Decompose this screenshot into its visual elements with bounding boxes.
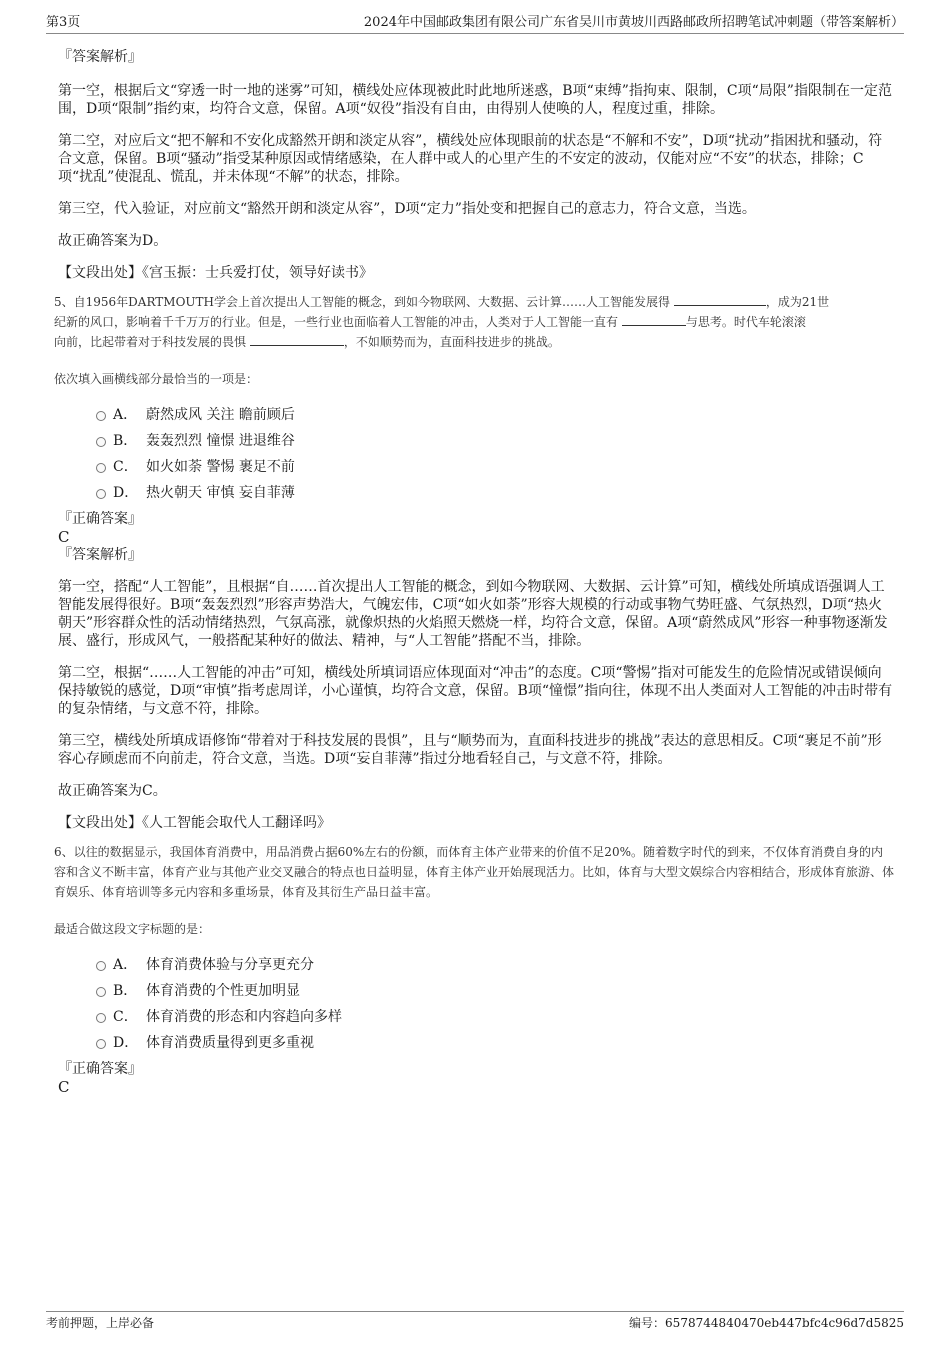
option-key: C． [113,1009,138,1025]
q5-blank-3 [250,333,344,346]
footer-slogan: 考前押题，上岸必备 [46,1316,155,1330]
page-footer [46,1311,904,1334]
q5-option-c[interactable] [58,454,894,480]
option-text: 轰轰烈烈 憧憬 进退维谷 [146,433,295,449]
q6-stem: 6、以往的数据显示，我国体育消费中，用品消费占据60%左右的份额，而体育主体产业带来的价值不足20%。随着数字时代的到来，不仅体育消费自身的内容和含义不断丰富，体育产业与其他产业交叉融合的特点也日益明显，体育主体产业开始展现活力。比如，体育与大型文娱综合内容相结合，形成体育旅游、体育娱乐、体育培训等多元内容和多重场景，体育及其衍生产品日益丰富。 [54,845,895,899]
q6-option-a[interactable] [58,952,894,978]
radio-icon[interactable] [96,1039,106,1049]
document-title: 2024年中国邮政集团有限公司广东省吴川市黄坡川西路邮政所招聘笔试冲刺题（带答案解析） [363,15,904,30]
q5-option-d[interactable] [58,480,894,506]
radio-icon[interactable] [96,489,106,499]
q5-source: 【文段出处】《人工智能会取代人工翻译吗》 [58,815,331,831]
option-text: 体育消费体验与分享更充分 [146,957,314,973]
q5-stem-part5: 向前，比起带着对于科技发展的畏惧 [54,335,247,349]
q5-analysis-p3: 第三空，横线处所填成语修饰“带着对于科技发展的畏惧”，且与“顺势而为，直面科技进步的挑战”表达的意思相反。C项“裹足不前”形容心存顾虑而不向前走，符合文意，当选。D项“妄自菲薄”指过分地看轻自己，与文意不符，排除。 [58,733,882,767]
option-key: C． [113,459,138,475]
page-number: 第3页 [46,15,81,30]
q5-blank-1 [674,293,766,306]
q4-analysis-p2: 第二空，对应后文“把不解和不安化成豁然开朗和淡定从容”，横线处应体现眼前的状态是“不解和不安”，D项“扰动”指困扰和骚动，符合文意，保留。B项“骚动”指受某种原因或情绪感染，在人群中或人的心里产生的不安定的波动，仅能对应“不安”的状态，排除；C项“扰乱”使混乱、慌乱，并未体现“不解”的状态，排除。 [58,133,883,185]
q5-stem-part4: 与思考。时代车轮滚滚 [685,315,806,329]
q4-analysis-p1: 第一空，根据后文“穿透一时一地的迷雾”可知，横线处应体现被此时此地所迷惑，B项“束缚”指拘束、限制，C项“局限”指限制在一定范围，D项“限制”指约束，均符合文意，保留。A项“奴役”指没有自由，由得别人使唤的人，程度过重，排除。 [58,83,892,117]
radio-icon[interactable] [96,463,106,473]
q5-stem-part6: ，不如顺势而为，直面科技进步的挑战。 [343,335,560,349]
q4-analysis-label: 『答案解析』 [58,49,142,65]
option-text: 体育消费的形态和内容趋向多样 [146,1009,342,1025]
radio-icon[interactable] [96,411,106,421]
q6-ask: 最适合做这段文字标题的是： [54,922,211,936]
q5-stem [54,292,894,352]
q5-stem-part2: ，成为21世 [765,295,830,309]
option-key: D． [113,485,139,501]
option-key: A． [113,407,138,423]
option-key: B． [113,433,138,449]
option-text: 如火如荼 警惕 裹足不前 [146,459,295,475]
q4-answer-line: 故正确答案为D。 [58,233,168,249]
q5-stem-part3: 纪新的风口，影响着千千万万的行业。但是，一些行业也面临着人工智能的冲击，人类对于人工智能一直有 [54,315,619,329]
option-text: 蔚然成风 关注 瞻前顾后 [146,407,295,423]
q5-analysis-p2: 第二空，根据“……人工智能的冲击”可知，横线处所填词语应体现面对“冲击”的态度。C项“警惕”指对可能发生的危险情况或错误倾向保持敏锐的感觉，D项“审慎”指考虑周详，小心谨慎，均符合文意，保留。B项“憧憬”指向往，体现不出人类面对人工智能的冲击时带有的复杂情绪，与文意不符，排除。 [58,665,893,717]
q5-correct-label: 『正确答案』 [58,511,142,527]
option-text: 热火朝天 审慎 妄自菲薄 [146,485,295,501]
radio-icon[interactable] [96,1013,106,1023]
q6-options [58,952,894,1056]
q6-option-c[interactable] [58,1004,894,1030]
radio-icon[interactable] [96,987,106,997]
q5-ask: 依次填入画横线部分最恰当的一项是： [54,372,259,386]
option-text: 体育消费质量得到更多重视 [146,1035,314,1051]
page-content [54,44,895,1096]
option-text: 体育消费的个性更加明显 [146,983,300,999]
q6-correct-label: 『正确答案』 [58,1061,142,1077]
q4-analysis-p3: 第三空，代入验证，对应前文“豁然开朗和淡定从容”，D项“定力”指处变和把握自己的意志力，符合文意，当选。 [58,201,756,217]
footer-serial: 编号：6578744840470eb447bfc4c96d7d5825 [629,1316,904,1330]
q5-analysis-p1: 第一空，搭配“人工智能”，且根据“自……首次提出人工智能的概念，到如今物联网、大数据、云计算”可知，横线处所填成语强调人工智能发展得很好。B项“轰轰烈烈”形容声势浩大，气魄宏伟，C项“如火如荼”形容大规模的行动或事物气势旺盛、气氛热烈，D项“热火朝天”形容群众性的活动情绪热烈，气氛高涨，就像炽热的火焰照天燃烧一样，均符合文意，保留。A项“蔚然成风”形容一种事物逐渐发展、盛行，形成风气，一般搭配某种好的做法、精神，与“人工智能”搭配不当，排除。 [58,579,888,649]
q6-option-b[interactable] [58,978,894,1004]
q5-blank-2 [622,313,686,326]
radio-icon[interactable] [96,961,106,971]
q5-analysis-label: 『答案解析』 [58,547,142,563]
q5-answer-line: 故正确答案为C。 [58,783,167,799]
q5-option-a[interactable] [58,402,894,428]
radio-icon[interactable] [96,437,106,447]
option-key: A． [113,957,138,973]
q5-options [58,402,894,506]
option-key: B． [113,983,138,999]
q6-correct-answer: C [58,1078,70,1096]
q5-correct-answer: C [58,528,70,546]
q6-option-d[interactable] [58,1030,894,1056]
page-header [46,13,904,34]
q5-option-b[interactable] [58,428,894,454]
q4-source: 【文段出处】《宫玉振：士兵爱打仗，领导好读书》 [58,265,373,281]
option-key: D． [113,1035,139,1051]
q5-stem-part1: 5、自1956年DARTMOUTH学会上首次提出人工智能的概念，到如今物联网、大数据、云计算……人工智能发展得 [54,295,670,309]
